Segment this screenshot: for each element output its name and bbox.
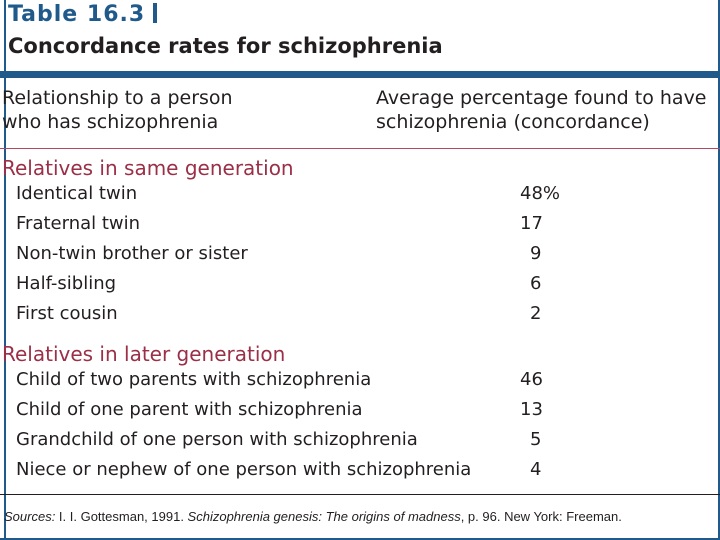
column-header-percentage [376, 86, 707, 134]
column-header-percentage-line1: Average percentage found to have [376, 87, 707, 109]
sources-title: Schizophrenia genesis: The origins of madness [187, 509, 461, 524]
table-row-label: Non-twin brother or sister [16, 243, 248, 264]
table-row-value: 5 [530, 429, 542, 450]
section-title-later-generation: Relatives in later generation [2, 342, 286, 366]
table-row-value: 2 [530, 303, 542, 324]
column-header-relationship-line1: Relationship to a person [2, 87, 233, 109]
sources-author: I. I. Gottesman, 1991. [55, 509, 188, 524]
table-row-value: 4 [530, 459, 542, 480]
table-title: Concordance rates for schizophrenia [8, 34, 443, 58]
table-row-label: Half-sibling [16, 273, 117, 294]
footer-rule [0, 494, 720, 495]
sources-suffix: , p. 96. New York: Freeman. [460, 509, 622, 524]
column-header-percentage-line2: schizophrenia (concordance) [376, 111, 650, 133]
left-border-rule [4, 0, 6, 540]
table-row-label: Fraternal twin [16, 213, 141, 234]
table-row-value: 48% [520, 183, 561, 204]
table-row-value: 9 [530, 243, 542, 264]
sources-prefix: Sources: [4, 509, 56, 524]
table-row-value: 6 [530, 273, 542, 294]
table-row-label: Niece or nephew of one person with schizophrenia [16, 459, 472, 480]
table-row-label: Identical twin [16, 183, 138, 204]
column-header-relationship [2, 86, 233, 134]
header-band [0, 71, 720, 78]
table-row-value: 46 [520, 369, 543, 390]
table-sources [4, 509, 622, 524]
table-number [8, 2, 157, 27]
table-number-text: Table 16.3 [8, 2, 146, 27]
column-header-relationship-line2: who has schizophrenia [2, 111, 219, 133]
table-row-value: 13 [520, 399, 543, 420]
table-row-label: Grandchild of one person with schizophrenia [16, 429, 418, 450]
table-row-label: First cousin [16, 303, 118, 324]
section-title-same-generation: Relatives in same generation [2, 156, 294, 180]
header-rule [0, 148, 720, 149]
table-number-bar [153, 3, 157, 23]
table-row-value: 17 [520, 213, 543, 234]
table-row-label: Child of one parent with schizophrenia [16, 399, 363, 420]
table-row-label: Child of two parents with schizophrenia [16, 369, 372, 390]
